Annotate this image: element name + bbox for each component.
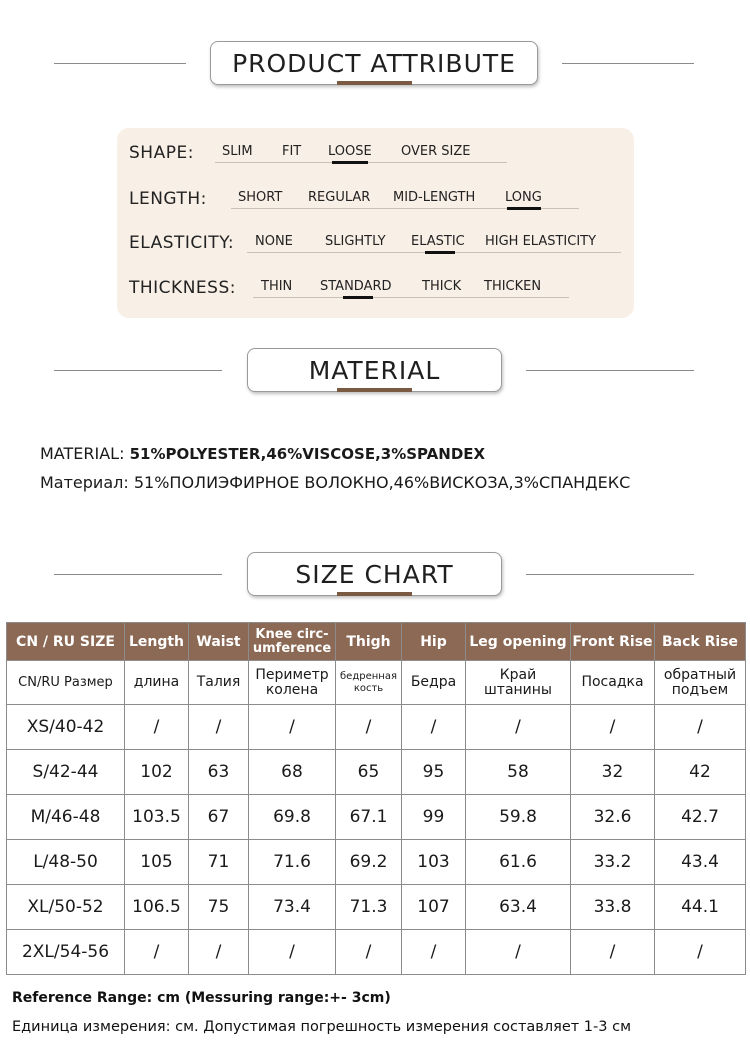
attr-option-selected: LONG <box>505 190 542 205</box>
value-cell: / <box>655 930 746 975</box>
size-cell: 2XL/54-56 <box>7 930 125 975</box>
value-cell: / <box>466 705 571 750</box>
value-cell: 69.8 <box>249 795 336 840</box>
attr-option: THICKEN <box>484 279 542 294</box>
attr-label: THICKNESS: <box>129 278 236 298</box>
size-cell: XS/40-42 <box>7 705 125 750</box>
value-cell: 71 <box>189 840 249 885</box>
value-cell: 105 <box>125 840 189 885</box>
heading-accent-bar <box>337 592 412 596</box>
value-cell: 99 <box>402 795 466 840</box>
size-cell: M/46-48 <box>7 795 125 840</box>
value-cell: 67.1 <box>336 795 402 840</box>
value-cell: / <box>189 705 249 750</box>
selection-marker <box>332 161 368 164</box>
value-cell: / <box>466 930 571 975</box>
ru-header-cell: бедренная кость <box>336 661 402 705</box>
value-cell: 71.6 <box>249 840 336 885</box>
attr-option: OVER SIZE <box>401 144 471 159</box>
heading-left-rule <box>54 370 222 371</box>
attr-option: THIN <box>261 279 293 294</box>
selection-marker <box>343 296 373 299</box>
attr-option: SLIM <box>222 144 253 159</box>
header-cell: Length <box>125 623 189 661</box>
ru-header-cell: CN/RU Размер <box>7 661 125 705</box>
reference-note: Reference Range: cm (Messuring range:+- 3cm) <box>12 990 391 1006</box>
attr-option-selected: ELASTIC <box>411 234 465 249</box>
value-cell: 107 <box>402 885 466 930</box>
heading-left-rule <box>54 63 186 64</box>
header-cell: Thigh <box>336 623 402 661</box>
header-cell: Back Rise <box>655 623 746 661</box>
material-ru <box>40 473 630 492</box>
size-chart-title: SIZE CHART <box>247 552 502 596</box>
attr-option-selected: STANDARD <box>320 279 392 294</box>
product-attribute-title: PRODUCT ATTRIBUTE <box>210 41 538 85</box>
material-en-value: 51%POLYESTER,46%VISCOSE,3%SPANDEX <box>129 445 486 463</box>
attr-option: SLIGHTLY <box>325 234 386 249</box>
value-cell: 65 <box>336 750 402 795</box>
selection-marker <box>507 207 541 210</box>
value-cell: 32 <box>571 750 655 795</box>
value-cell: 73.4 <box>249 885 336 930</box>
value-cell: 33.2 <box>571 840 655 885</box>
attribute-panel <box>117 128 634 318</box>
material-ru-label: Материал: <box>40 473 129 492</box>
value-cell: 102 <box>125 750 189 795</box>
ru-header-cell: Посадка <box>571 661 655 705</box>
attr-label: SHAPE: <box>129 143 194 163</box>
attr-label: LENGTH: <box>129 189 207 209</box>
value-cell: 42 <box>655 750 746 795</box>
material-en <box>40 444 485 463</box>
size-chart-heading <box>0 552 750 602</box>
value-cell: 32.6 <box>571 795 655 840</box>
value-cell: / <box>402 930 466 975</box>
attr-underline <box>253 297 569 298</box>
heading-right-rule <box>526 370 694 371</box>
heading-right-rule <box>562 63 694 64</box>
table-row <box>7 930 746 975</box>
value-cell: / <box>571 705 655 750</box>
value-cell: 43.4 <box>655 840 746 885</box>
value-cell: 106.5 <box>125 885 189 930</box>
heading-right-rule <box>526 574 694 575</box>
value-cell: 63.4 <box>466 885 571 930</box>
header-cell: Leg opening <box>466 623 571 661</box>
size-chart-ru-header-row <box>7 661 746 705</box>
table-row <box>7 795 746 840</box>
header-cell: Waist <box>189 623 249 661</box>
size-cell: L/48-50 <box>7 840 125 885</box>
heading-left-rule <box>54 574 222 575</box>
product-attribute-heading <box>0 41 750 91</box>
ru-header-cell: Бедра <box>402 661 466 705</box>
ru-reference-note: Единица измерения: см. Допустимая погрешность измерения составляет 1-3 см <box>12 1019 632 1035</box>
value-cell: / <box>125 930 189 975</box>
value-cell: 44.1 <box>655 885 746 930</box>
value-cell: 69.2 <box>336 840 402 885</box>
header-cell: Knee circ-umference <box>249 623 336 661</box>
size-cell: S/42-44 <box>7 750 125 795</box>
heading-accent-bar <box>337 388 412 392</box>
table-row <box>7 840 746 885</box>
attr-option-selected: LOOSE <box>328 144 372 159</box>
value-cell: / <box>402 705 466 750</box>
header-cell: Front Rise <box>571 623 655 661</box>
ru-header-cell: Периметр колена <box>249 661 336 705</box>
attr-option: REGULAR <box>308 190 371 205</box>
value-cell: / <box>571 930 655 975</box>
value-cell: 75 <box>189 885 249 930</box>
header-cell: CN / RU SIZE <box>7 623 125 661</box>
value-cell: / <box>336 705 402 750</box>
material-en-label: MATERIAL: <box>40 444 125 463</box>
attr-option: THICK <box>422 279 462 294</box>
ru-header-cell: Талия <box>189 661 249 705</box>
value-cell: / <box>125 705 189 750</box>
value-cell: / <box>189 930 249 975</box>
value-cell: / <box>249 705 336 750</box>
value-cell: 71.3 <box>336 885 402 930</box>
ru-header-cell: Край штанины <box>466 661 571 705</box>
value-cell: 63 <box>189 750 249 795</box>
value-cell: 103 <box>402 840 466 885</box>
selection-marker <box>425 251 455 254</box>
size-cell: XL/50-52 <box>7 885 125 930</box>
value-cell: 42.7 <box>655 795 746 840</box>
value-cell: 67 <box>189 795 249 840</box>
value-cell: 59.8 <box>466 795 571 840</box>
attr-label: ELASTICITY: <box>129 233 235 253</box>
material-ru-value: 51%ПОЛИЭФИРНОЕ ВОЛОКНО,46%ВИСКОЗА,3%СПАНДЕКС <box>133 473 631 492</box>
material-heading <box>0 348 750 398</box>
value-cell: 33.8 <box>571 885 655 930</box>
value-cell: 95 <box>402 750 466 795</box>
value-cell: 68 <box>249 750 336 795</box>
table-row <box>7 885 746 930</box>
header-cell: Hip <box>402 623 466 661</box>
attr-option: MID-LENGTH <box>393 190 476 205</box>
attr-option: FIT <box>282 144 302 159</box>
ru-header-cell: обратный подъем <box>655 661 746 705</box>
table-row <box>7 750 746 795</box>
size-chart-header-row <box>7 623 746 661</box>
value-cell: / <box>249 930 336 975</box>
value-cell: / <box>655 705 746 750</box>
attr-option: SHORT <box>238 190 283 205</box>
size-chart-table <box>6 622 746 975</box>
value-cell: / <box>336 930 402 975</box>
value-cell: 103.5 <box>125 795 189 840</box>
heading-accent-bar <box>337 81 412 85</box>
table-row <box>7 705 746 750</box>
value-cell: 58 <box>466 750 571 795</box>
attr-option: NONE <box>255 234 293 249</box>
ru-header-cell: длина <box>125 661 189 705</box>
attr-option: HIGH ELASTICITY <box>485 234 597 249</box>
material-title: MATERIAL <box>247 348 502 392</box>
value-cell: 61.6 <box>466 840 571 885</box>
